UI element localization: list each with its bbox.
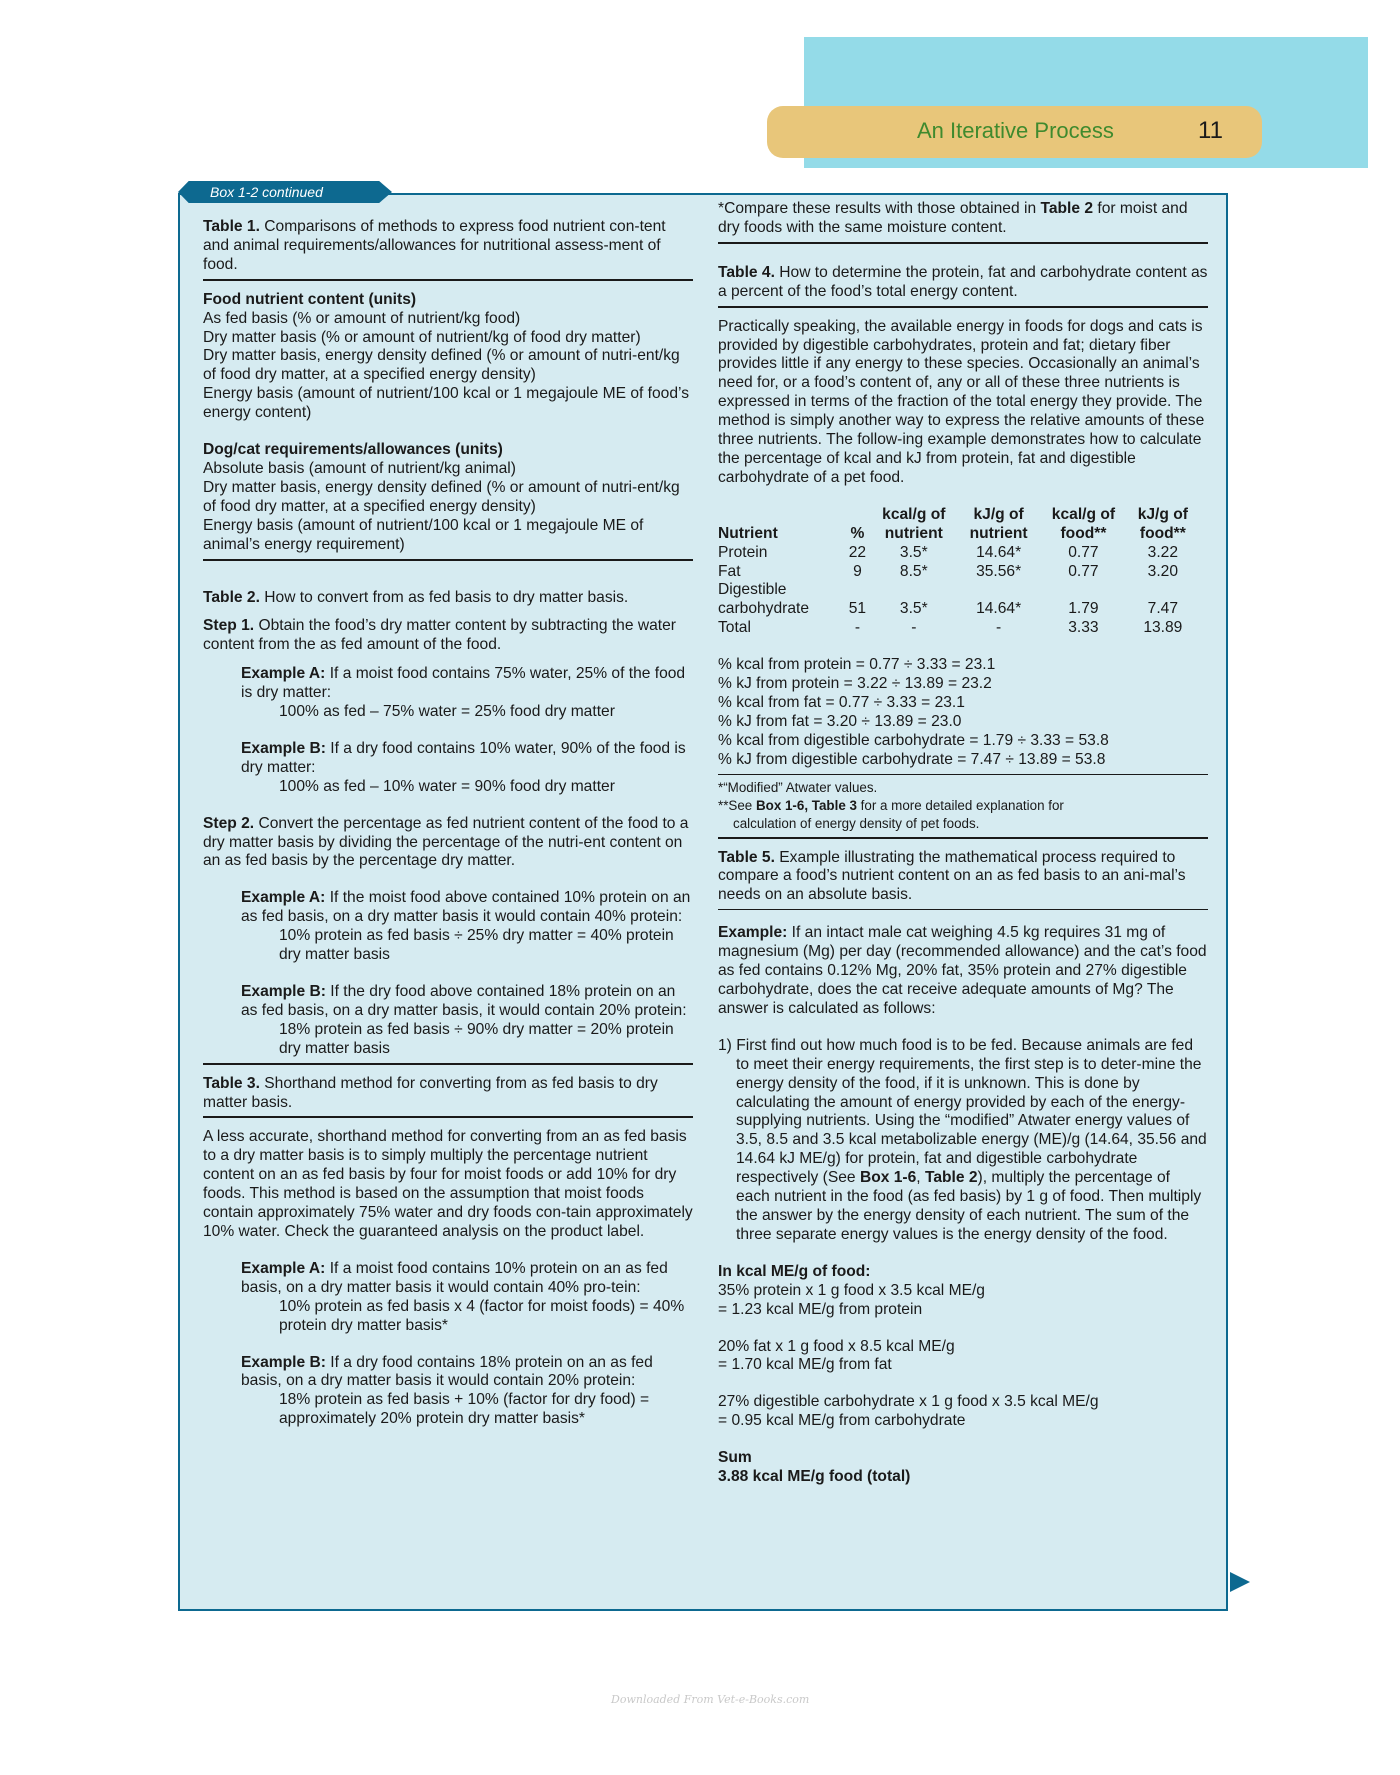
table-row	[718, 563, 1198, 582]
table-header-cell: kJ/g of	[973, 505, 1024, 523]
table-cell: 14.64*	[976, 543, 1022, 561]
table-header-cell: kJ/g of	[1137, 505, 1188, 523]
table-row	[718, 544, 1198, 563]
table-cell	[958, 581, 1039, 600]
table-header-cell: %	[850, 524, 865, 542]
step1-example-b-calc: 100% as fed – 10% water = 90% food dry matter	[279, 777, 615, 795]
table4-paragraph: Practically speaking, the available energy in foods for dogs and cats is provided by digestible carbohydrates, protein and fat; dietary fiber provides little if any energy to these species. Occasionally an animal’s need for, or a food’s content of, any or all of these three nutrients is expressed in terms of the fraction of the total energy they provide. The method is simply another way to express the relative amounts of these three nutrients. The follow-ing example demonstrates how to calculate the percentage of kcal and kJ from protein, fat and digestible carbohydrate of a pet food.	[718, 317, 1205, 486]
divider	[203, 279, 693, 281]
food-item: Dry matter basis, energy density defined (% or amount of nutri-ent/kg of food dry matter, at a specified energy density)	[203, 347, 680, 384]
table-cell	[845, 581, 869, 600]
page-number: 11	[1198, 117, 1223, 144]
calc-line: % kJ from fat = 3.20 ÷ 13.89 = 23.0	[718, 712, 962, 730]
table-header-cell: Nutrient	[718, 524, 778, 542]
food-item: Dry matter basis (% or amount of nutrient/kg of food dry matter)	[203, 328, 641, 346]
footnote-box-cont: calculation of energy density of pet foods.	[733, 815, 980, 831]
example-paragraph: Example: If an intact male cat weighing 4.5 kg requires 31 mg of magnesium (Mg) per day (recommended allowance) and the cat’s food as fed contains 0.12% Mg, 20% fat, 35% protein and 27% digestible carbohydrate, does the cat receive adequate amounts of Mg? The answer is calculated as follows:	[718, 924, 1207, 1017]
left-column	[203, 218, 693, 1429]
table-cell: -	[854, 619, 861, 637]
box-label: Box 1-2 continued	[210, 184, 323, 200]
divider	[203, 559, 693, 561]
kcal-line: = 0.95 kcal ME/g from carbohydrate	[718, 1412, 966, 1430]
table3-example-a: Example A: If a moist food contains 10% protein on an as fed basis, on a dry matter basis it would contain 40% pro-tein:	[241, 1259, 668, 1296]
kcal-heading: In kcal ME/g of food:	[718, 1262, 871, 1280]
right-column	[718, 200, 1208, 1487]
divider	[718, 774, 1208, 775]
table-header-cell: nutrient	[884, 524, 943, 542]
table-cell	[870, 581, 958, 600]
calc-line: % kcal from digestible carbohydrate = 1.79 ÷ 3.33 = 53.8	[718, 731, 1109, 749]
download-watermark: Downloaded From Vet-e-Books.com	[611, 1693, 810, 1706]
table-cell: -	[996, 619, 1002, 637]
divider	[718, 909, 1208, 910]
table-cell: 1.79	[1068, 600, 1099, 618]
calc-line: % kJ from digestible carbohydrate = 7.47 ÷ 13.89 = 53.8	[718, 750, 1106, 768]
food-item: As fed basis (% or amount of nutrient/kg food)	[203, 309, 521, 327]
table-cell: 3.20	[1147, 562, 1179, 580]
table-cell: 0.77	[1068, 543, 1099, 561]
kcal-line: 35% protein x 1 g food x 3.5 kcal ME/g	[718, 1281, 985, 1299]
food-item: Energy basis (amount of nutrient/100 kcal or 1 megajoule ME of food’s energy content)	[203, 385, 689, 422]
kcal-line: = 1.70 kcal ME/g from fat	[718, 1356, 892, 1374]
table-header-row	[718, 525, 1198, 544]
divider	[203, 1063, 693, 1065]
divider	[718, 837, 1208, 839]
table-cell: 14.64*	[976, 600, 1022, 618]
table-cell: 3.33	[1068, 619, 1099, 637]
divider	[718, 306, 1208, 308]
table3-example-b-calc: 18% protein as fed basis + 10% (factor for dry food) = approximately 20% protein dry matter basis*	[279, 1391, 650, 1428]
table-cell: 51	[848, 600, 867, 618]
table-row	[718, 581, 1198, 600]
table-cell: 3.22	[1147, 543, 1179, 561]
chapter-title: An Iterative Process	[917, 118, 1114, 143]
footnote-atwater: *“Modified” Atwater values.	[718, 779, 878, 795]
table-cell: 7.47	[1147, 600, 1179, 618]
table-cell: 8.5*	[899, 562, 928, 580]
table-header-cell: food**	[1060, 524, 1107, 542]
step2-example-b: Example B: If the dry food above contained 18% protein on an as fed basis, on a dry matter basis, it would contain 20% protein:	[241, 983, 687, 1019]
footnote-box: **See Box 1-6, Table 3 for a more detailed explanation for	[718, 797, 1064, 813]
step2-example-a-calc: 10% protein as fed basis ÷ 25% dry matter = 40% protein dry matter basis	[279, 927, 674, 964]
kcal-line: 20% fat x 1 g food x 8.5 kcal ME/g	[718, 1337, 955, 1355]
table-cell: carbohydrate	[718, 600, 810, 618]
table-cell	[1128, 581, 1198, 600]
table3-example-a-calc: 10% protein as fed basis x 4 (factor for moist foods) = 40% protein dry matter basis*	[279, 1297, 685, 1334]
sum-value: 3.88 kcal ME/g food (total)	[718, 1468, 911, 1486]
calc-line: % kJ from protein = 3.22 ÷ 13.89 = 23.2	[718, 675, 992, 693]
table3-example-b: Example B: If a dry food contains 18% protein on an as fed basis, on a dry matter basis it would contain 20% protein:	[241, 1353, 653, 1390]
dog-item: Absolute basis (amount of nutrient/kg animal)	[203, 459, 516, 477]
dog-item: Dry matter basis, energy density defined (% or amount of nutri-ent/kg of food dry matter, at a specified energy density)	[203, 478, 680, 515]
kcal-line: = 1.23 kcal ME/g from protein	[718, 1300, 923, 1318]
table-cell: -	[911, 619, 917, 637]
table-cell: Total	[718, 619, 751, 637]
table-header-cell: kcal/g of	[882, 505, 946, 523]
step-one: 1) First find out how much food is to be fed. Because animals are fed to meet their energy requirements, the first step is to deter-mine the energy density of the food, if it is unknown. This is done by calculating the amount of energy provided by each of the energy-supplying nutrients. Using the “modified” Atwater energy values of 3.5, 8.5 and 3.5 kcal metabolizable energy (ME)/g (14.64, 35.56 and 14.64 kJ ME/g) for protein, fat and digestible carbohydrate respectively (See Box 1-6, Table 2), multiply the percentage of each nutrient in the food (as fed basis) by 1 g of food. Then multiply the answer by the energy density of each nutrient. The sum of the three separate energy values is the energy density of the food.	[718, 1036, 1207, 1243]
table-row	[718, 619, 1198, 638]
table3-paragraph: A less accurate, shorthand method for converting from an as fed basis to a dry matter basis is to simply multiply the percentage nutrient content on an as fed basis by four for moist foods or add 10% for dry foods. This method is based on the assumption that moist foods contain approximately 75% water and dry foods con-tain approximately 10% water. Check the guaranteed analysis on the product label.	[203, 1128, 693, 1240]
sum-label: Sum	[718, 1449, 752, 1467]
table-header-cell: kcal/g of	[1051, 505, 1116, 523]
table2-caption: Table 2. How to convert from as fed basis to dry matter basis.	[203, 588, 629, 606]
step2: Step 2. Convert the percentage as fed nutrient content of the food to a dry matter basis by dividing the percentage of the nutri-ent content on an as fed basis by the percentage dry matter.	[203, 814, 689, 870]
table1-caption: Table 1. Comparisons of methods to express food nutrient con-tent and animal requirements/allowances for nutritional assess-ment of food.	[203, 218, 666, 273]
table-header-cell: nutrient	[969, 524, 1028, 542]
calc-line: % kcal from fat = 0.77 ÷ 3.33 = 23.1	[718, 693, 965, 711]
table-cell: 9	[853, 562, 862, 580]
energy-table	[718, 506, 1198, 638]
food-heading: Food nutrient content (units)	[203, 290, 417, 308]
step2-example-a: Example A: If the moist food above contained 10% protein on an as fed basis, on a dry matter basis it would contain 40% protein:	[241, 889, 691, 926]
table-cell: Protein	[718, 543, 768, 561]
table-header-cell	[845, 506, 869, 525]
table4-caption: Table 4. How to determine the protein, fat and carbohydrate content as a percent of the food’s total energy content.	[718, 263, 1208, 300]
table5-caption: Table 5. Example illustrating the mathematical process required to compare a food’s nutrient content on an as fed basis to an ani-mal’s needs on an absolute basis.	[718, 848, 1186, 904]
step1-example-a: Example A: If a moist food contains 75% water, 25% of the food is dry matter:	[241, 665, 686, 702]
table-cell: 0.77	[1068, 562, 1099, 580]
table-cell: 3.5*	[899, 600, 928, 618]
step1: Step 1. Obtain the food’s dry matter content by subtracting the water content from the as fed amount of the food.	[203, 617, 676, 654]
table-row	[718, 600, 1198, 619]
table-cell	[1039, 581, 1127, 600]
divider	[203, 1116, 693, 1118]
continue-arrow-icon	[1230, 1572, 1250, 1592]
table3-caption: Table 3. Shorthand method for converting from as fed basis to dry matter basis.	[203, 1074, 658, 1111]
dog-item: Energy basis (amount of nutrient/100 kcal or 1 megajoule ME of animal’s energy requirement)	[203, 516, 644, 553]
table-cell: 22	[848, 543, 867, 561]
step1-example-b: Example B: If a dry food contains 10% water, 90% of the food is dry matter:	[241, 739, 686, 776]
table-cell: 13.89	[1143, 619, 1183, 637]
dog-heading: Dog/cat requirements/allowances (units)	[203, 441, 503, 459]
kcal-line: 27% digestible carbohydrate x 1 g food x 3.5 kcal ME/g	[718, 1393, 1099, 1411]
calc-line: % kcal from protein = 0.77 ÷ 3.33 = 23.1	[718, 656, 996, 674]
table-cell: Fat	[718, 562, 741, 580]
table-cell: 3.5*	[899, 543, 928, 561]
table-header-cell: food**	[1139, 524, 1186, 542]
step1-example-a-calc: 100% as fed – 75% water = 25% food dry matter	[279, 703, 615, 721]
step2-example-b-calc: 18% protein as fed basis ÷ 90% dry matter = 20% protein dry matter basis	[279, 1020, 674, 1057]
table-cell: 35.56*	[976, 562, 1022, 580]
compare-note: *Compare these results with those obtained in Table 2 for moist and dry foods with the same moisture content.	[718, 200, 1188, 236]
divider	[718, 242, 1208, 244]
table-header-cell	[718, 506, 845, 525]
table-cell: Digestible	[718, 581, 787, 599]
table-header-row	[718, 506, 1198, 525]
